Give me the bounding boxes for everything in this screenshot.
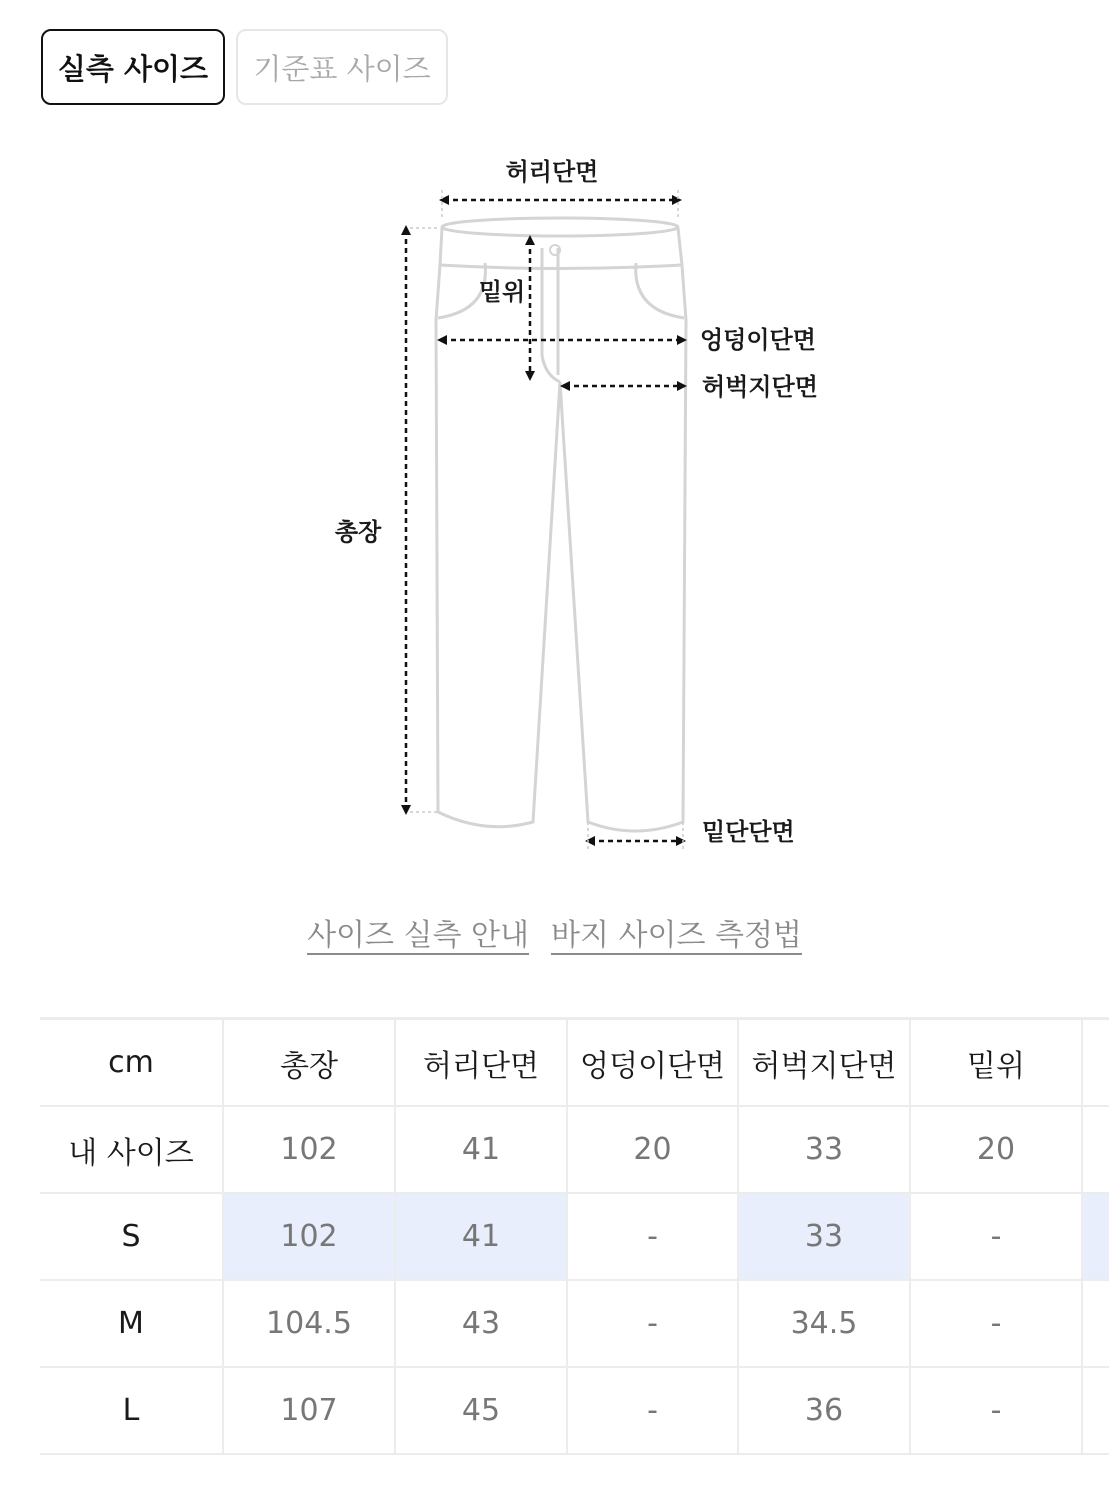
- header-rise: 밑위: [910, 1019, 1082, 1107]
- table-row-l: [40, 1367, 1109, 1454]
- pants-outline: [436, 218, 686, 831]
- cell: 43: [395, 1280, 567, 1367]
- label-waist: 허리단면: [505, 158, 599, 186]
- guide-links: [0, 910, 1109, 954]
- cell-highlighted: 33: [738, 1193, 910, 1280]
- cell-overflow: [1082, 1367, 1109, 1454]
- cell-overflow: [1082, 1280, 1109, 1367]
- tab-actual-size-label: 실측 사이즈: [57, 51, 209, 86]
- cell-overflow: [1082, 1106, 1109, 1193]
- cell: 104.5: [223, 1280, 395, 1367]
- cell-overflow: [1082, 1193, 1109, 1280]
- label-length: 총장: [334, 518, 382, 546]
- row-label: M: [40, 1280, 223, 1367]
- cell: 45: [395, 1367, 567, 1454]
- row-label: S: [40, 1193, 223, 1280]
- header-hip: 엉덩이단면: [567, 1019, 738, 1107]
- cell: -: [910, 1193, 1082, 1280]
- row-label: L: [40, 1367, 223, 1454]
- tab-standard-size-label: 기준표 사이즈: [253, 51, 431, 86]
- cell: 41: [395, 1106, 567, 1193]
- cell: 36: [738, 1367, 910, 1454]
- label-thigh: 허벅지단면: [702, 373, 818, 401]
- label-hip: 엉덩이단면: [700, 326, 816, 354]
- cell-highlighted: 41: [395, 1193, 567, 1280]
- size-guide-link[interactable]: 사이즈 실측 안내: [307, 918, 529, 953]
- cell: 107: [223, 1367, 395, 1454]
- cell: -: [910, 1280, 1082, 1367]
- measure-method-link[interactable]: 바지 사이즈 측정법: [551, 918, 802, 953]
- size-table: [40, 1017, 1109, 1455]
- header-unit: cm: [40, 1019, 223, 1107]
- table-row-m: [40, 1280, 1109, 1367]
- cell: 102: [223, 1106, 395, 1193]
- label-rise: 밑위: [478, 278, 526, 306]
- cell: 20: [567, 1106, 738, 1193]
- cell: 20: [910, 1106, 1082, 1193]
- cell: -: [910, 1367, 1082, 1454]
- label-hem: 밑단단면: [702, 818, 795, 846]
- cell: 33: [738, 1106, 910, 1193]
- cell: -: [567, 1193, 738, 1280]
- table-header-row: [40, 1019, 1109, 1107]
- tab-standard-size[interactable]: [236, 29, 448, 105]
- pants-measurement-diagram: [320, 150, 840, 860]
- cell: -: [567, 1280, 738, 1367]
- tab-actual-size[interactable]: [41, 29, 225, 105]
- cell: 34.5: [738, 1280, 910, 1367]
- row-label: 내 사이즈: [40, 1106, 223, 1193]
- table-row-s: [40, 1193, 1109, 1280]
- header-waist: 허리단면: [395, 1019, 567, 1107]
- cell-highlighted: 102: [223, 1193, 395, 1280]
- cell: -: [567, 1367, 738, 1454]
- header-overflow: [1082, 1019, 1109, 1107]
- header-length: 총장: [223, 1019, 395, 1107]
- header-thigh: 허벅지단면: [738, 1019, 910, 1107]
- table-row-my-size: [40, 1106, 1109, 1193]
